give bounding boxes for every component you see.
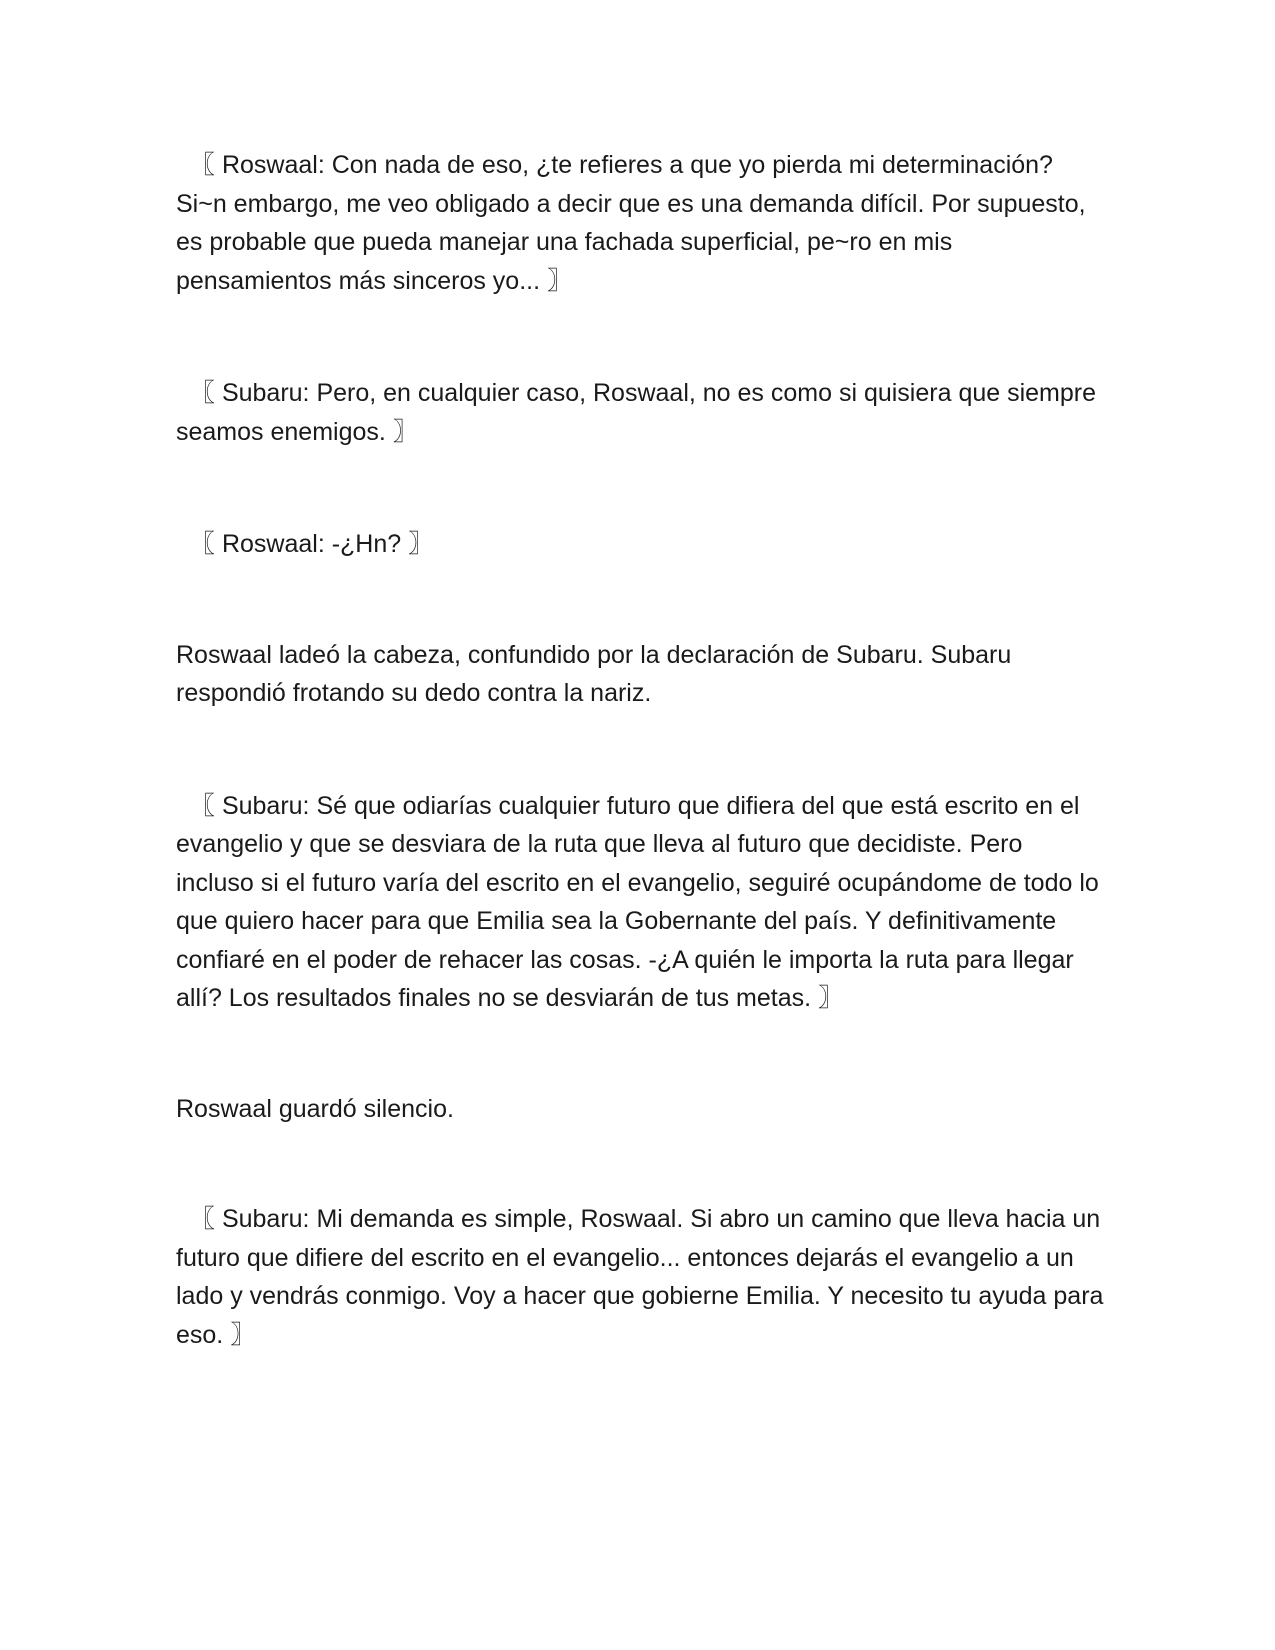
paragraph-narration-head-tilt: Roswaal ladeó la cabeza, confundido por la declaración de Subaru. Subaru respondió frotando su dedo contra la nariz. (176, 640, 1012, 707)
paragraph-roswaal-determination: 〖 Roswaal: Con nada de eso, ¿te refieres a que yo pierda mi determinación? Si~n embargo, me veo obligado a decir que es una demanda difícil. Por supuesto, es probable que pueda manejar una fachada superficial, pe~ro en mis pensamientos más sinceros yo... 〗 (176, 151, 1086, 295)
paragraph-narration-silence: Roswaal guardó silencio. (176, 1094, 454, 1123)
text-column (176, 146, 1106, 1354)
paragraph-subaru-demand: 〖 Subaru: Mi demanda es simple, Roswaal. Si abro un camino que lleva hacia un futuro que difiere del escrito en el evangelio... entonces dejarás el evangelio a un lado y vendrás conmigo. Voy a hacer que gobierne Emilia. Y necesito tu ayuda para eso. 〗 (176, 1205, 1104, 1349)
paragraph-subaru-enemies: 〖 Subaru: Pero, en cualquier caso, Roswaal, no es como si quisiera que siempre seamos enemigos. 〗 (176, 379, 1097, 446)
paragraph-subaru-future: 〖 Subaru: Sé que odiarías cualquier futuro que difiera del que está escrito en el evangelio y que se desviara de la ruta que lleva al futuro que decidiste. Pero incluso si el futuro varía del escrito en el evangelio, seguiré ocupándome de todo lo que quiero hacer para que Emilia sea la Gobernante del país. Y definitivamente confiaré en el poder de rehacer las cosas. -¿A quién le importa la ruta para llegar allí? Los resultados finales no se desviarán de tus metas. 〗 (176, 791, 1099, 1012)
paragraph-roswaal-hn: 〖 Roswaal: -¿Hn? 〗 (190, 530, 434, 558)
